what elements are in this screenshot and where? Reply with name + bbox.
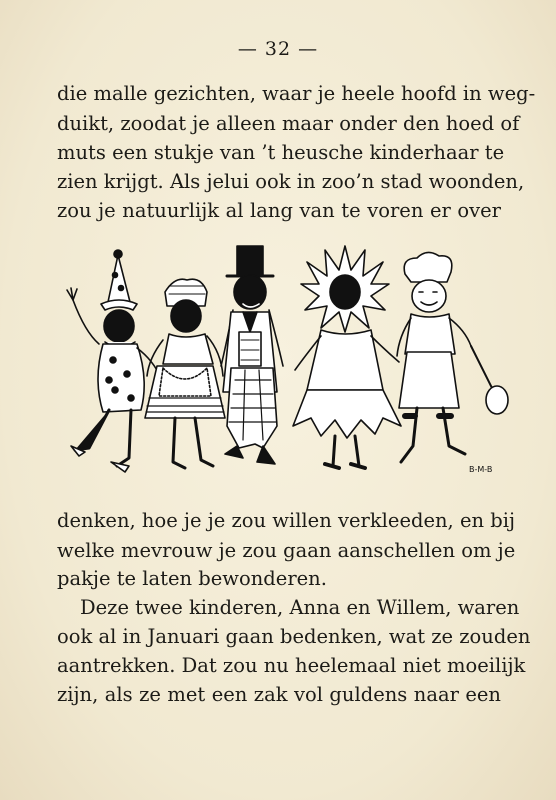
text-line: aantrekken. Dat zou nu heelemaal niet moeilijk <box>57 654 526 677</box>
text-line: duikt, zoodat je alleen maar onder den hoed of <box>57 112 520 135</box>
text-line: pakje te laten bewonderen. <box>57 567 327 590</box>
text-line: zou je natuurlijk al lang van te voren er over <box>57 199 501 222</box>
text-line: die malle gezichten, waar je heele hoofd in weg- <box>57 82 536 105</box>
gentleman-figure <box>221 246 283 464</box>
text-line-indent: Deze twee kinderen, Anna en Willem, waren <box>80 596 520 619</box>
artist-signature: B-M-B <box>469 465 493 474</box>
dutch-girl-figure <box>145 279 225 468</box>
page-number: — 32 — <box>237 38 319 60</box>
costume-parade-illustration <box>45 240 515 485</box>
text-line: zien krijgt. Als jelui ook in zoo’n stad woonden, <box>57 170 525 193</box>
text-line: welke mevrouw je zou gaan aanschellen om je <box>57 539 516 562</box>
sunflower-figure <box>293 246 401 468</box>
text-line: denken, hoe je je zou willen verkleeden, en bij <box>57 509 516 532</box>
text-line: muts een stukje van ’t heusche kinderhaar te <box>57 141 505 164</box>
text-line: zijn, als ze met een zak vol guldens naar een <box>57 683 501 706</box>
chef-figure <box>397 252 508 474</box>
clown-figure <box>67 250 161 472</box>
text-line: ook al in Januari gaan bedenken, wat ze zouden <box>57 625 531 648</box>
